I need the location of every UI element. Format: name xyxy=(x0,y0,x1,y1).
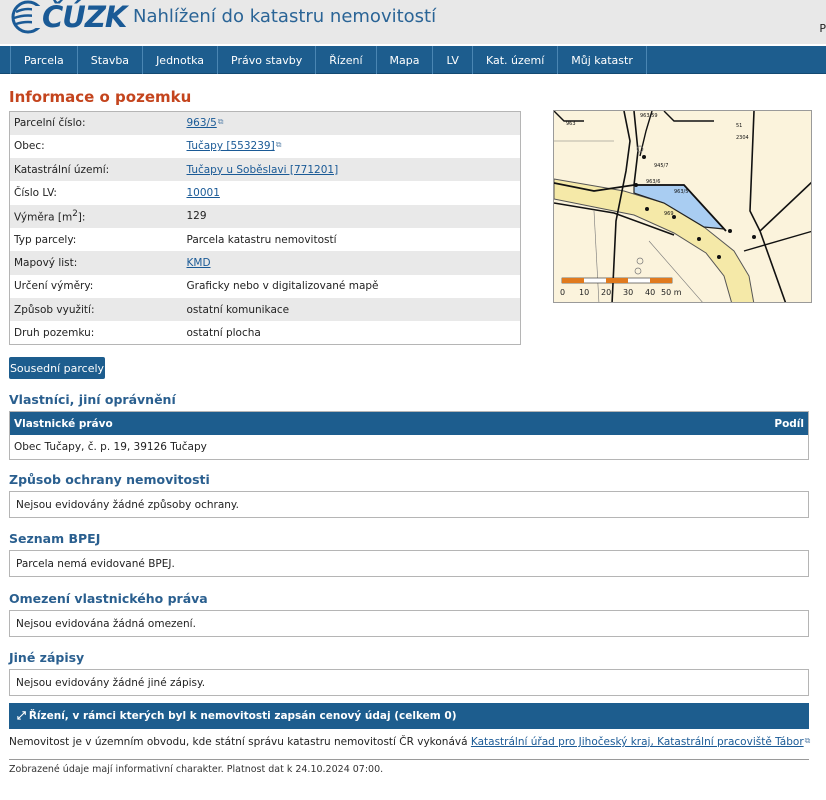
table-row xyxy=(10,275,521,298)
restrictions-box: Nejsou evidována žádná omezení. xyxy=(9,610,809,637)
scale-tick: 10 xyxy=(579,288,590,297)
map-label: 963 xyxy=(566,121,576,127)
external-link-icon: ⧉ xyxy=(275,140,282,150)
parcel-map[interactable] xyxy=(553,110,812,303)
row-value: Graficky nebo v digitalizované mapě xyxy=(186,280,379,293)
map-label: 963/5 xyxy=(674,189,689,195)
row-value xyxy=(183,112,521,135)
area-key-sup: 2 xyxy=(72,209,78,220)
bpej-box: Parcela nemá evidované BPEJ. xyxy=(9,550,809,577)
row-key: Druh pozemku: xyxy=(14,326,95,339)
parcel-map-graphic xyxy=(554,111,812,303)
scale-tick: 30 xyxy=(623,288,634,297)
table-row xyxy=(10,112,521,135)
page-header xyxy=(0,0,826,44)
row-key: Číslo LV: xyxy=(14,187,57,200)
footer-text: Zobrazené údaje mají informativní charakter. Platnost dat k 24.10.2024 07:00. xyxy=(9,764,384,775)
app-title: Nahlížení do katastru nemovitostí xyxy=(133,6,437,27)
owners-title: Vlastníci, jiní oprávnění xyxy=(9,392,176,407)
row-key: Mapový list: xyxy=(14,256,78,269)
proceedings-toggle[interactable] xyxy=(9,703,809,729)
owners-header-right: Vlastnické právo xyxy=(14,417,113,430)
nav-item-pravo-stavby[interactable]: Právo stavby xyxy=(218,46,316,74)
nav-item-muj-katastr[interactable]: Můj katastr xyxy=(558,46,647,74)
table-row xyxy=(10,321,521,344)
office-note-text: Nemovitost je v územním obvodu, kde státní správu katastru nemovitostí ČR vykonává xyxy=(9,736,471,748)
table-row xyxy=(10,205,521,228)
external-link-icon: ⧉ xyxy=(804,736,811,745)
map-sheet-link[interactable]: KMD xyxy=(186,256,211,269)
map-label: 963/59 xyxy=(640,113,658,119)
nav-item-jednotka[interactable]: Jednotka xyxy=(143,46,218,74)
neighbor-parcels-button[interactable]: Sousední parcely xyxy=(9,357,105,379)
map-label: 2304 xyxy=(736,135,749,141)
row-key: Typ parcely: xyxy=(14,233,77,246)
office-note xyxy=(9,736,810,748)
cadastral-area-link[interactable]: Tučapy u Soběslavi [771201] xyxy=(186,163,339,176)
nav-item-rizeni[interactable]: Řízení xyxy=(316,46,376,74)
divider xyxy=(9,759,809,760)
scale-tick: 50 m xyxy=(661,288,682,297)
row-value: 129 xyxy=(186,210,207,223)
row-key: Katastrální území: xyxy=(14,163,110,176)
nav-item-parcela[interactable]: Parcela xyxy=(10,46,78,74)
nav-item-mapa[interactable]: Mapa xyxy=(377,46,434,74)
nav-item-lv[interactable]: LV xyxy=(433,46,472,74)
bpej-title: Seznam BPEJ xyxy=(9,531,101,546)
protection-title: Způsob ochrany nemovitosti xyxy=(9,472,210,487)
protection-box: Nejsou evidovány žádné způsoby ochrany. xyxy=(9,491,809,518)
map-label: 963/6 xyxy=(646,179,661,185)
row-value xyxy=(183,135,521,158)
other-records-title: Jiné zápisy xyxy=(9,650,85,665)
map-label: 51 xyxy=(736,123,743,129)
row-value: ostatní komunikace xyxy=(186,303,290,316)
parcel-number-link[interactable]: 963/5 xyxy=(186,117,217,130)
proceedings-label: Řízení, v rámci kterých byl k nemovitosti zapsán cenový údaj (celkem 0) xyxy=(28,710,457,722)
logo-text: ČÚZK xyxy=(42,0,127,34)
scale-tick: 20 xyxy=(601,288,612,297)
table-row xyxy=(10,298,521,321)
row-key: Obec: xyxy=(14,140,45,153)
row-key: Určení výměry: xyxy=(14,280,94,293)
row-value: ostatní plocha xyxy=(186,326,261,339)
row-value: Parcela katastru nemovitostí xyxy=(186,233,337,246)
header-right-text[interactable]: P xyxy=(819,22,826,35)
cuzk-logo[interactable] xyxy=(10,0,126,34)
row-key: Způsob využití: xyxy=(14,303,95,316)
external-link-icon: ⧉ xyxy=(217,117,224,127)
table-row xyxy=(10,181,521,204)
row-key: Parcelní číslo: xyxy=(14,117,86,130)
info-title: Informace o pozemku xyxy=(9,88,192,106)
parcel-info-table xyxy=(9,111,521,345)
globe-icon xyxy=(10,0,46,34)
office-link[interactable]: Katastrální úřad pro Jihočeský kraj, Katastrální pracoviště Tábor xyxy=(470,736,804,748)
owners-header xyxy=(10,412,808,435)
scale-tick: 0 xyxy=(560,288,566,297)
row-key xyxy=(10,205,183,228)
map-label: 969 xyxy=(664,211,674,217)
other-records-box: Nejsou evidovány žádné jiné zápisy. xyxy=(9,669,809,696)
table-row xyxy=(10,228,521,251)
row-value xyxy=(183,181,521,204)
row-value xyxy=(183,251,521,274)
table-row xyxy=(10,135,521,158)
owners-header-share: Podíl xyxy=(774,417,804,430)
municipality-link[interactable]: Tučapy [553239] xyxy=(186,140,275,153)
owner-row: Obec Tučapy, č. p. 19, 39126 Tučapy xyxy=(10,435,808,459)
map-label: 945/7 xyxy=(654,163,669,169)
area-key-suffix: ]: xyxy=(77,211,86,224)
scale-tick: 40 xyxy=(645,288,656,297)
expand-icon: ⤢ xyxy=(17,709,26,722)
row-value xyxy=(183,158,521,181)
area-key-label: Výměra [m xyxy=(14,211,73,224)
main-nav xyxy=(0,46,826,74)
nav-item-kat-uzemi[interactable]: Kat. území xyxy=(473,46,558,74)
table-row xyxy=(10,251,521,274)
owners-table xyxy=(9,411,809,460)
restrictions-title: Omezení vlastnického práva xyxy=(9,591,208,606)
table-row xyxy=(10,158,521,181)
nav-item-stavba[interactable]: Stavba xyxy=(78,46,143,74)
lv-number-link[interactable]: 10001 xyxy=(186,187,220,200)
